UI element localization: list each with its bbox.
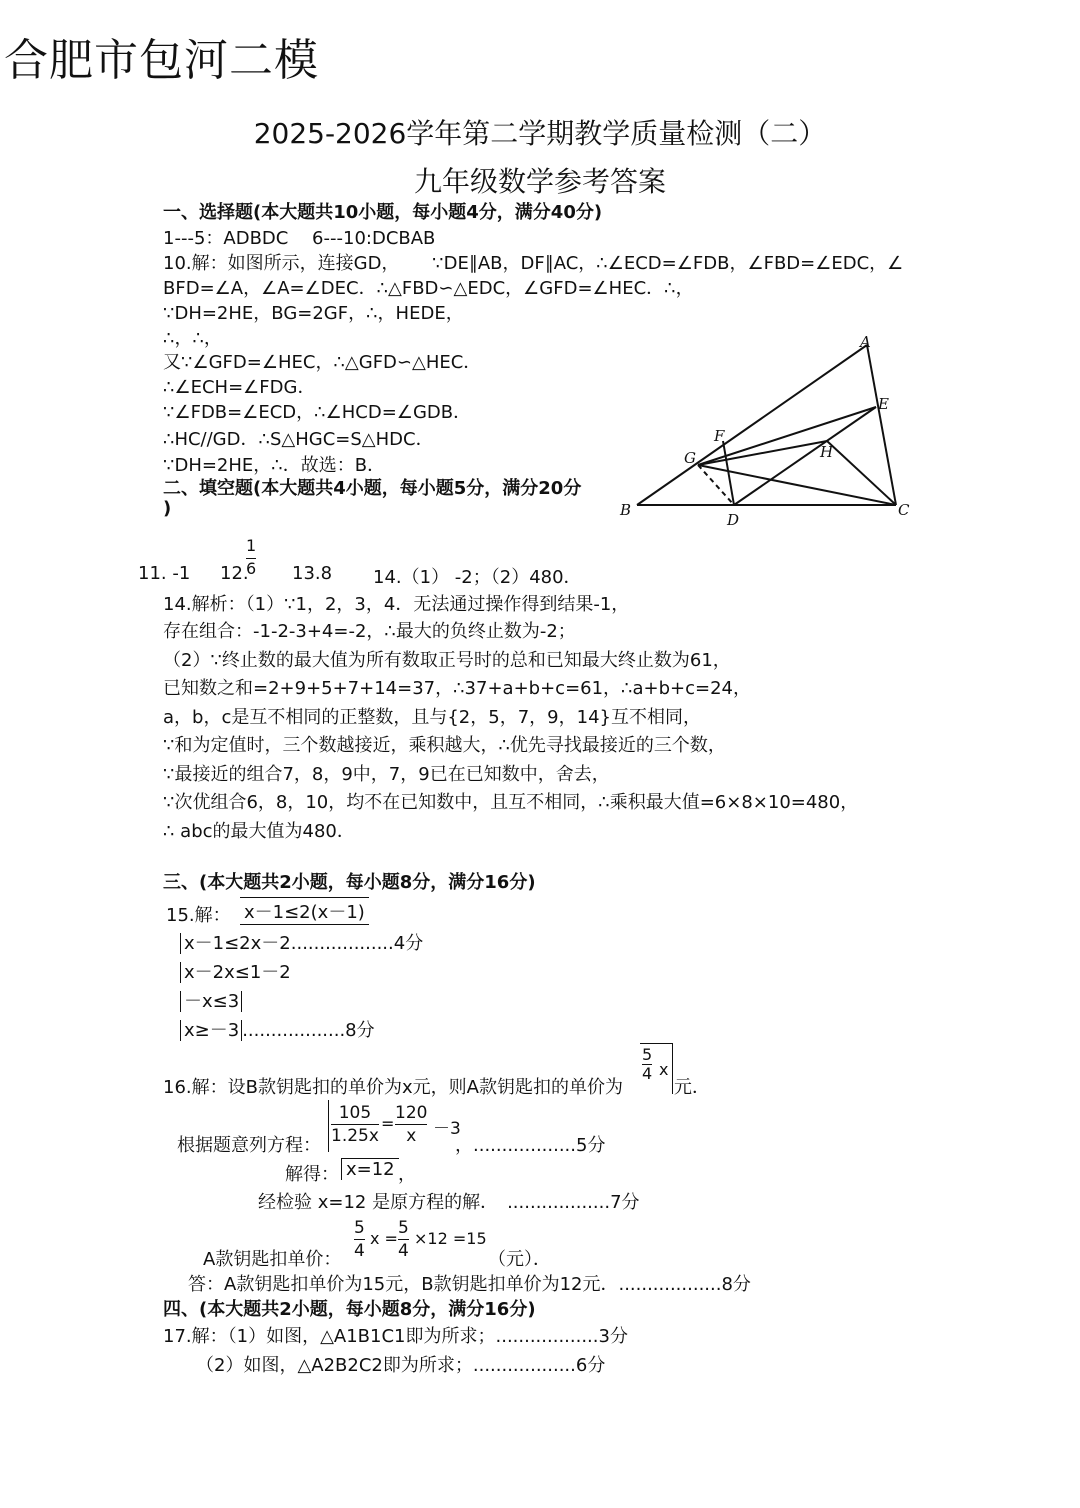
q14-line: 14.解析：（1）∵1，2，3，4．无法通过操作得到结果-1，	[163, 594, 630, 615]
point-label-e: E	[878, 395, 889, 413]
answer-13: 13.8	[292, 563, 333, 584]
fraction-numerator: 5	[354, 1218, 365, 1238]
point-label-g: G	[684, 449, 696, 467]
section-2-heading: 二、填空题(本大题共4小题，每小题5分，满分20分	[163, 478, 582, 499]
fraction-numerator: 5	[398, 1218, 409, 1238]
q16-equation	[328, 1100, 469, 1152]
variable-x: x	[659, 1060, 669, 1079]
point-label-f: F	[714, 427, 725, 445]
segment-ge	[698, 407, 876, 465]
fraction-numerator: 5	[642, 1045, 653, 1064]
q10-line: 10.解：如图所示，连接GD， ∵DE∥AB，DF∥AC，∴∠ECD=∠FDB，∠FBD=∠EDC，∠	[163, 253, 904, 274]
equation-tail: －3	[433, 1119, 461, 1139]
fraction-denominator: 6	[246, 559, 257, 578]
q10-line: ∵DH=2HE，BG=2GF，∴，HEDE，	[163, 303, 464, 324]
fraction-numerator: 1	[246, 536, 257, 555]
q15-line-4	[180, 1016, 375, 1042]
q14-line: 已知数之和=2+9+5+7+14=37，∴37+a+b+c=61，∴a+b+c=24，	[163, 678, 752, 699]
fraction-numerator: 105	[338, 1103, 372, 1123]
equals-sign: =	[381, 1114, 395, 1133]
q15-step: x－1≤2x－2	[180, 933, 291, 954]
fraction-denominator: 1.25x	[331, 1126, 379, 1146]
q15-step: －x≤3	[180, 991, 242, 1012]
price-tail: ×12 =15	[414, 1229, 487, 1248]
q10-line: 又∵∠GFD=∠HEC，∴△GFD∽△HEC．	[163, 352, 482, 373]
q16-solve-value: x=12	[341, 1158, 399, 1180]
section-3-heading: 三、(本大题共2小题，每小题8分，满分16分)	[163, 872, 536, 893]
q14-line: ∵和为定值时，三个数越接近，乘积越大，∴优先寻找最接近的三个数，	[163, 735, 726, 756]
section-1-answers: 1---5：ADBDC 6---10:DCBAB	[163, 228, 436, 249]
point-label-c: C	[898, 501, 910, 519]
fraction-denominator: 4	[642, 1064, 653, 1083]
q14-line: （2）∵终止数的最大值为所有数取正号时的总和已知最大终止数为61，	[163, 650, 731, 671]
q16-solve-tail: ，	[398, 1164, 416, 1185]
section-4-heading: 四、(本大题共2小题，每小题8分，满分16分)	[163, 1299, 536, 1320]
section-1-heading: 一、选择题(本大题共10小题，每小题4分，满分40分)	[163, 202, 603, 223]
q17-part-1: 17.解：（1）如图，△A1B1C1即为所求；..................3分	[163, 1326, 628, 1347]
fraction-denominator: 4	[354, 1241, 365, 1261]
fraction	[642, 1046, 652, 1083]
fraction	[331, 1102, 379, 1147]
q15-inequality: x－1≤2(x－1)	[240, 897, 369, 925]
fraction-denominator: 4	[398, 1241, 409, 1261]
q15-line-3	[180, 987, 242, 1013]
q16-frac-box	[640, 1043, 673, 1094]
q16-price-unit: （元）．	[488, 1249, 551, 1270]
point-label-a: A	[860, 333, 871, 351]
q15-label: 15.解：	[166, 905, 231, 926]
q10-line: ∵DH=2HE，∴．故选：B．	[163, 455, 386, 476]
q15-step: x≥－3	[180, 1020, 242, 1041]
q15-line-0	[236, 897, 373, 925]
document-subtitle: 九年级数学参考答案	[413, 165, 666, 198]
answer-11: 11. -1	[138, 563, 191, 584]
q16-answer: 答：A款钥匙扣单价为15元，B款钥匙扣单价为12元．..................8分	[188, 1274, 751, 1295]
point-label-d: D	[727, 511, 740, 529]
q10-line: BFD=∠A，∠A=∠DEC．∴△FBD∽△EDC，∠GFD=∠HEC．∴，	[163, 278, 694, 299]
score-dots: ，..................5分	[455, 1135, 606, 1156]
q16-check: 经检验 x=12 是原方程的解． ..................7分	[258, 1192, 640, 1213]
q16-intro-end: 元．	[674, 1077, 710, 1098]
q15-line-1	[180, 929, 423, 955]
fraction	[395, 1102, 427, 1147]
fraction	[354, 1217, 365, 1262]
price-mid: x =	[370, 1229, 398, 1248]
triangle-figure	[610, 325, 920, 535]
q15-line-2	[180, 958, 291, 984]
q16-solve-label: 解得：	[285, 1164, 339, 1185]
q10-line: ∴，∴，	[163, 328, 222, 349]
segment-ab	[637, 345, 867, 505]
q14-line: a，b，c是互不相同的正整数，且与{2，5，7，9，14}互不相同，	[163, 707, 701, 728]
q16-price-label: A款钥匙扣单价：	[203, 1249, 342, 1270]
q14-line: ∵最接近的组合7，8，9中，7，9已在已知数中，舍去，	[163, 764, 610, 785]
document-title: 2025-2026学年第二学期教学质量检测（二）	[253, 117, 827, 150]
answer-14: 14.（1） -2；（2）480．	[373, 567, 582, 588]
q10-line: ∴∠ECH=∠FDG．	[163, 377, 316, 398]
q16-intro: 16.解：设B款钥匙扣的单价为x元，则A款钥匙扣的单价为	[163, 1077, 623, 1098]
q17-part-2: （2）如图，△A2B2C2即为所求；..................6分	[196, 1355, 606, 1376]
fraction-denominator: x	[395, 1124, 427, 1147]
score-dots: ..................8分	[242, 1020, 375, 1041]
answer-12-label: 12.	[220, 563, 249, 584]
page-header-title: 合肥市包河二模	[4, 35, 319, 86]
answer-12-fraction	[246, 536, 256, 579]
fraction-numerator: 120	[395, 1103, 428, 1123]
fraction	[398, 1217, 409, 1262]
point-label-b: B	[620, 501, 632, 519]
q10-line: ∴HC//GD．∴S△HGC=S△HDC．	[163, 429, 434, 450]
q16-eq-label: 根据题意列方程：	[177, 1135, 321, 1156]
q14-line: 存在组合：-1-2-3+4=-2，∴最大的负终止数为-2；	[163, 621, 576, 642]
score-dots: ..................4分	[290, 933, 424, 954]
point-label-h: H	[820, 443, 834, 461]
q10-line: ∵∠FDB=∠ECD，∴∠HCD=∠GDB．	[163, 402, 472, 423]
q14-line: ∴ abc的最大值为480．	[163, 821, 355, 842]
section-2-heading-end: )	[163, 498, 172, 519]
q15-step: x－2x≤1－2	[180, 962, 291, 983]
q14-line: ∵次优组合6，8，10，均不在已知数中，且互不相同，∴乘积最大值=6×8×10=480，	[163, 792, 859, 813]
